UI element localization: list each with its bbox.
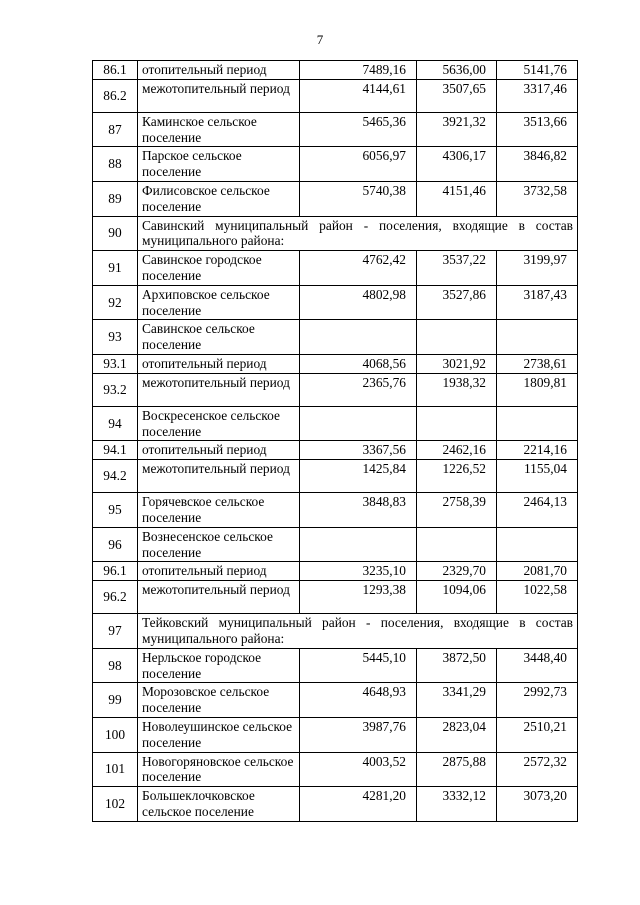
row-name: Архиповское сельское поселение [138, 285, 300, 320]
row-value-1: 4648,93 [300, 683, 417, 718]
row-value-1: 4281,20 [300, 787, 417, 822]
row-number: 102 [93, 787, 138, 822]
row-value-2: 4306,17 [417, 147, 497, 182]
table-row [93, 373, 578, 406]
table-row [93, 493, 578, 528]
table-row [93, 112, 578, 147]
row-value-1: 5740,38 [300, 181, 417, 216]
row-number: 93.2 [93, 373, 138, 406]
row-number: 96.2 [93, 581, 138, 614]
row-value-2: 2758,39 [417, 493, 497, 528]
table-row [93, 79, 578, 112]
row-name: Новолеушинское сельское поселение [138, 717, 300, 752]
row-name: межотопительный период [138, 79, 300, 112]
row-name: Парское сельское поселение [138, 147, 300, 182]
row-name: Горячевское сельское поселение [138, 493, 300, 528]
table-row [93, 717, 578, 752]
table-row [93, 648, 578, 683]
row-value-2: 5636,00 [417, 61, 497, 80]
row-value-1: 4802,98 [300, 285, 417, 320]
row-number: 96 [93, 527, 138, 562]
row-value-3: 2081,70 [497, 562, 578, 581]
row-name: Савинское городское поселение [138, 251, 300, 286]
row-name: отопительный период [138, 354, 300, 373]
row-name: Морозовское сельское поселение [138, 683, 300, 718]
table-row [93, 285, 578, 320]
table-row [93, 251, 578, 286]
row-number: 100 [93, 717, 138, 752]
row-value-3 [497, 320, 578, 355]
row-number: 89 [93, 181, 138, 216]
row-number: 94.2 [93, 460, 138, 493]
table-row [93, 61, 578, 80]
row-value-1: 1425,84 [300, 460, 417, 493]
row-value-3: 5141,76 [497, 61, 578, 80]
tariff-table-body [93, 61, 578, 822]
row-value-3: 3846,82 [497, 147, 578, 182]
row-value-1: 6056,97 [300, 147, 417, 182]
row-name: Вознесенское сельское поселение [138, 527, 300, 562]
row-number: 86.2 [93, 79, 138, 112]
row-value-1: 5445,10 [300, 648, 417, 683]
row-value-2 [417, 527, 497, 562]
row-number: 86.1 [93, 61, 138, 80]
row-value-3: 1809,81 [497, 373, 578, 406]
row-value-2: 1938,32 [417, 373, 497, 406]
row-value-2: 3921,32 [417, 112, 497, 147]
row-value-2: 3537,22 [417, 251, 497, 286]
row-value-1: 7489,16 [300, 61, 417, 80]
row-name: межотопительный период [138, 581, 300, 614]
row-value-3: 2214,16 [497, 441, 578, 460]
row-name: Воскресенское сельское поселение [138, 406, 300, 441]
row-number: 93 [93, 320, 138, 355]
table-row [93, 752, 578, 787]
row-value-2 [417, 406, 497, 441]
row-value-2: 2823,04 [417, 717, 497, 752]
row-name: межотопительный период [138, 373, 300, 406]
row-number: 101 [93, 752, 138, 787]
row-value-3: 2464,13 [497, 493, 578, 528]
row-value-3: 2572,32 [497, 752, 578, 787]
row-value-3: 3073,20 [497, 787, 578, 822]
row-value-3: 3732,58 [497, 181, 578, 216]
table-row [93, 181, 578, 216]
row-value-1: 3235,10 [300, 562, 417, 581]
row-number: 99 [93, 683, 138, 718]
row-value-2: 3332,12 [417, 787, 497, 822]
row-number: 94.1 [93, 441, 138, 460]
table-row [93, 460, 578, 493]
tariff-table [92, 60, 578, 822]
row-name: Каминское сельское поселение [138, 112, 300, 147]
row-number: 95 [93, 493, 138, 528]
row-value-1: 2365,76 [300, 373, 417, 406]
table-row [93, 527, 578, 562]
row-value-3: 1155,04 [497, 460, 578, 493]
row-name: Нерльское городское поселение [138, 648, 300, 683]
row-value-2 [417, 320, 497, 355]
row-value-3: 3187,43 [497, 285, 578, 320]
row-number: 87 [93, 112, 138, 147]
row-name: отопительный период [138, 441, 300, 460]
page-number: 7 [316, 32, 324, 47]
section-header-row [93, 614, 578, 649]
row-value-2: 3341,29 [417, 683, 497, 718]
row-number: 93.1 [93, 354, 138, 373]
table-row [93, 787, 578, 822]
row-value-1: 3848,83 [300, 493, 417, 528]
row-name: отопительный период [138, 61, 300, 80]
row-name: Новогоряновское сельское поселение [138, 752, 300, 787]
row-name: межотопительный период [138, 460, 300, 493]
row-value-1: 3987,76 [300, 717, 417, 752]
row-value-2: 2329,70 [417, 562, 497, 581]
row-value-1 [300, 527, 417, 562]
row-name: отопительный период [138, 562, 300, 581]
row-value-3: 3448,40 [497, 648, 578, 683]
row-number: 97 [93, 614, 138, 649]
row-value-3: 2510,21 [497, 717, 578, 752]
row-value-2: 3872,50 [417, 648, 497, 683]
row-value-3: 3317,46 [497, 79, 578, 112]
row-value-2: 3527,86 [417, 285, 497, 320]
row-value-1: 4762,42 [300, 251, 417, 286]
row-value-2: 1094,06 [417, 581, 497, 614]
row-value-3: 3199,97 [497, 251, 578, 286]
table-row [93, 354, 578, 373]
table-row [93, 406, 578, 441]
row-number: 91 [93, 251, 138, 286]
row-value-2: 2875,88 [417, 752, 497, 787]
row-value-1: 3367,56 [300, 441, 417, 460]
row-value-3 [497, 406, 578, 441]
row-value-2: 3021,92 [417, 354, 497, 373]
row-value-3: 1022,58 [497, 581, 578, 614]
table-row [93, 581, 578, 614]
row-value-1 [300, 320, 417, 355]
row-value-2: 4151,46 [417, 181, 497, 216]
row-name: Савинское сельское поселение [138, 320, 300, 355]
row-value-3 [497, 527, 578, 562]
table-row [93, 562, 578, 581]
row-name: Большеклочковское сельское поселение [138, 787, 300, 822]
row-value-2: 1226,52 [417, 460, 497, 493]
row-value-1: 1293,38 [300, 581, 417, 614]
section-heading: Савинский муниципальный район - поселения, входящие в состав муниципального района: [138, 216, 578, 251]
row-value-2: 2462,16 [417, 441, 497, 460]
row-number: 90 [93, 216, 138, 251]
row-name: Филисовское сельское поселение [138, 181, 300, 216]
row-number: 98 [93, 648, 138, 683]
row-value-1: 5465,36 [300, 112, 417, 147]
row-value-3: 2738,61 [497, 354, 578, 373]
row-value-1: 4003,52 [300, 752, 417, 787]
row-value-3: 2992,73 [497, 683, 578, 718]
table-row [93, 441, 578, 460]
row-value-3: 3513,66 [497, 112, 578, 147]
table-row [93, 320, 578, 355]
row-number: 88 [93, 147, 138, 182]
row-value-1: 4144,61 [300, 79, 417, 112]
section-header-row [93, 216, 578, 251]
table-row [93, 683, 578, 718]
row-value-1 [300, 406, 417, 441]
row-value-1: 4068,56 [300, 354, 417, 373]
row-value-2: 3507,65 [417, 79, 497, 112]
section-heading: Тейковский муниципальный район - поселения, входящие в состав муниципального района: [138, 614, 578, 649]
row-number: 96.1 [93, 562, 138, 581]
row-number: 92 [93, 285, 138, 320]
table-row [93, 147, 578, 182]
row-number: 94 [93, 406, 138, 441]
